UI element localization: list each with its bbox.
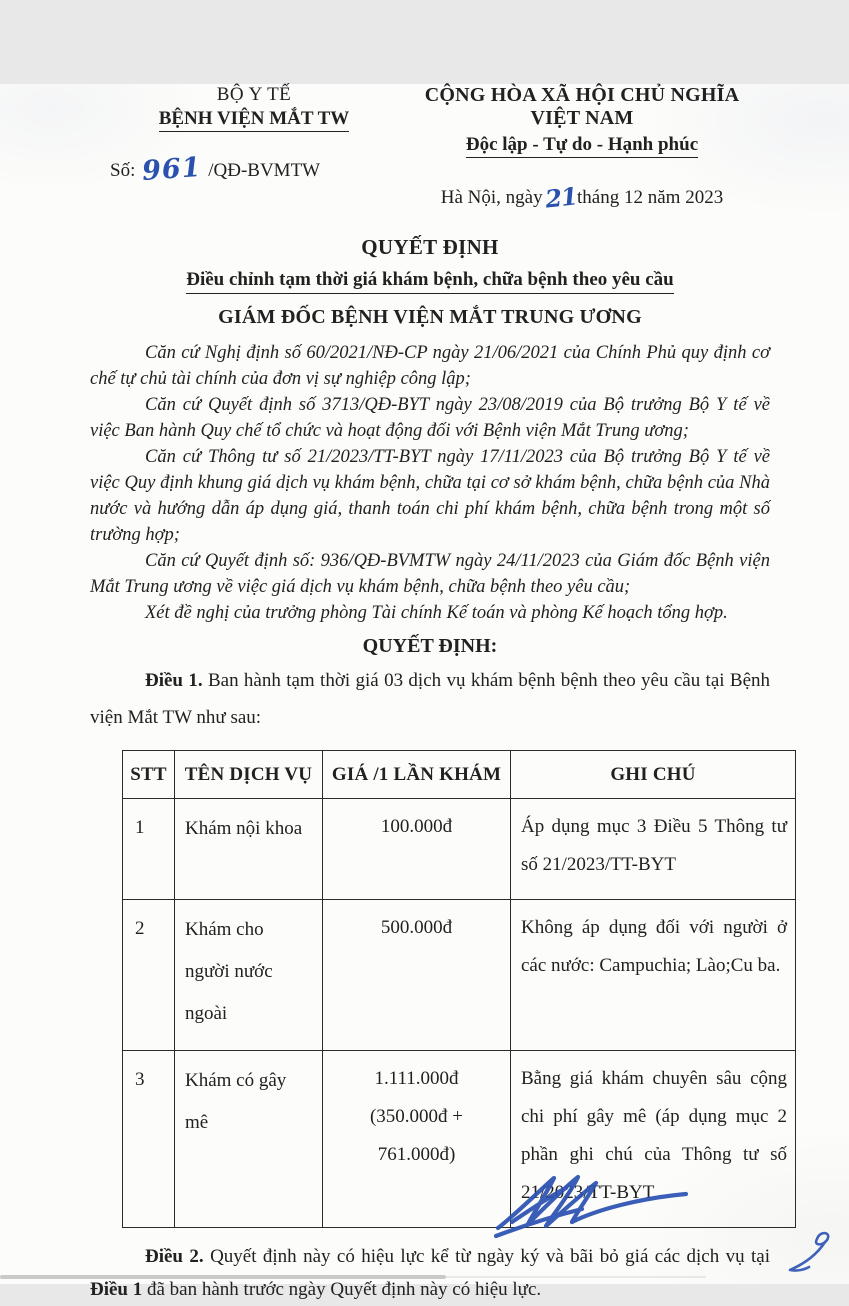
service-price-table: [122, 750, 796, 1228]
scanned-decision-document: [0, 84, 849, 1300]
article-1-label: Điều 1.: [145, 670, 203, 691]
place-date-line: [400, 180, 764, 214]
row-price: [323, 1051, 511, 1228]
row-stt: 3: [123, 1051, 175, 1228]
issuing-authority: GIÁM ĐỐC BỆNH VIỆN MẮT TRUNG ƯƠNG: [218, 306, 642, 328]
doc-number-prefix: Số:: [110, 160, 136, 181]
signature-ink-icon: [486, 1164, 706, 1244]
row-price: 100.000đ: [323, 799, 511, 900]
article-2-label: Điều 2.: [145, 1246, 204, 1267]
title-block: [90, 235, 770, 329]
paraph-ink-icon: [780, 1227, 840, 1277]
row-service: Khám nội khoa: [175, 799, 323, 900]
table-row: [123, 799, 796, 900]
document-title: QUYẾT ĐỊNH: [361, 235, 499, 259]
row-price: 500.000đ: [323, 900, 511, 1051]
date-prefix: Hà Nội, ngày: [440, 187, 543, 208]
article-2-text1: Quyết định này có hiệu lực kể từ ngày ký và bãi bỏ giá các dịch vụ tại: [210, 1246, 771, 1267]
header-note: GHI CHÚ: [511, 751, 796, 799]
recital-paragraph: Căn cứ Quyết định số 3713/QĐ-BYT ngày 23/08/2019 của Bộ trưởng Bộ Y tế về việc Ban hành Quy chế tổ chức và hoạt động đối với Bệnh viện Mắt Trung ương;: [90, 395, 770, 441]
date-suffix: tháng 12 năm 2023: [577, 187, 724, 208]
article-2-text2: đã ban hành trước ngày Quyết định này có hiệu lực.: [147, 1279, 542, 1300]
row-stt: 2: [123, 900, 175, 1051]
document-header: [90, 84, 770, 214]
doc-number-suffix: /QĐ-BVMTW: [208, 160, 321, 181]
scan-edge-artifact: [0, 1275, 446, 1279]
decision-heading: QUYẾT ĐỊNH:: [362, 635, 498, 657]
row-stt: 1: [123, 799, 175, 900]
table-row: [123, 900, 796, 1051]
recital-paragraph: Căn cứ Thông tư số 21/2023/TT-BYT ngày 17/11/2023 của Bộ trưởng Bộ Y tế về việc Quy định khung giá dịch vụ khám bệnh, chữa tại cơ sở khám bệnh, chữa bệnh của Nhà nước và hướng dẫn áp dụng giá, thanh toán chi phí khám bệnh, chữa bệnh trong một số trường hợp;: [90, 447, 770, 545]
article-1-reference: Điều 1: [90, 1279, 143, 1300]
hospital-name: BỆNH VIỆN MẮT TW: [108, 108, 400, 130]
header-price: GIÁ /1 LẦN KHÁM: [323, 751, 511, 799]
handwritten-day: 21: [543, 181, 578, 214]
row-note: Không áp dụng đối với người ở các nước: Campuchia; Lào;Cu ba.: [511, 900, 796, 1051]
national-motto: Độc lập - Tự do - Hạnh phúc: [400, 134, 764, 156]
recital-paragraph: Xét đề nghị của trưởng phòng Tài chính Kế toán và phòng Kế hoạch tổng hợp.: [145, 603, 728, 623]
document-content: [0, 84, 849, 1306]
article-1: [90, 662, 770, 736]
row-price-main: 1.111.000đ: [374, 1068, 459, 1089]
document-number-line: [108, 151, 400, 188]
row-note: Áp dụng mục 3 Điều 5 Thông tư số 21/2023/TT-BYT: [511, 799, 796, 900]
row-price-detail: (350.000đ + 761.000đ): [369, 1106, 464, 1165]
header-stt: STT: [123, 751, 175, 799]
national-header-block: [400, 84, 764, 214]
table-header-row: [123, 751, 796, 799]
recitals-section: [90, 340, 770, 626]
row-note: Bằng giá khám chuyên sâu cộng chi phí gây mê (áp dụng mục 2 phần ghi chú của Thông tư số 21/2023/TT-BYT: [511, 1051, 796, 1228]
article-1-text: Ban hành tạm thời giá 03 dịch vụ khám bệnh bệnh theo yêu cầu tại Bệnh viện Mắt TW như sau:: [90, 670, 771, 728]
row-service: Khám cho người nước ngoài: [175, 900, 323, 1051]
recital-paragraph: Căn cứ Nghị định số 60/2021/NĐ-CP ngày 21/06/2021 của Chính Phủ quy định cơ chế tự chủ tài chính của đơn vị sự nghiệp công lập;: [90, 343, 770, 389]
article-2: [90, 1240, 770, 1306]
document-subtitle: Điều chỉnh tạm thời giá khám bệnh, chữa bệnh theo yêu cầu: [90, 269, 770, 291]
handwritten-doc-number: 961: [141, 151, 203, 188]
issuing-org-block: [108, 84, 400, 209]
row-service: Khám có gây mê: [175, 1051, 323, 1228]
recital-paragraph: Căn cứ Quyết định số: 936/QĐ-BVMTW ngày 24/11/2023 của Giám đốc Bệnh viện Mắt Trung ương về việc giá dịch vụ khám bệnh, chữa bệnh theo yêu cầu;: [90, 551, 770, 597]
ministry-name: BỘ Y TẾ: [216, 84, 292, 105]
scan-edge-artifact: [446, 1276, 706, 1278]
header-service: TÊN DỊCH VỤ: [175, 751, 323, 799]
national-title: CỘNG HÒA XÃ HỘI CHỦ NGHĨA VIỆT NAM: [424, 84, 740, 129]
